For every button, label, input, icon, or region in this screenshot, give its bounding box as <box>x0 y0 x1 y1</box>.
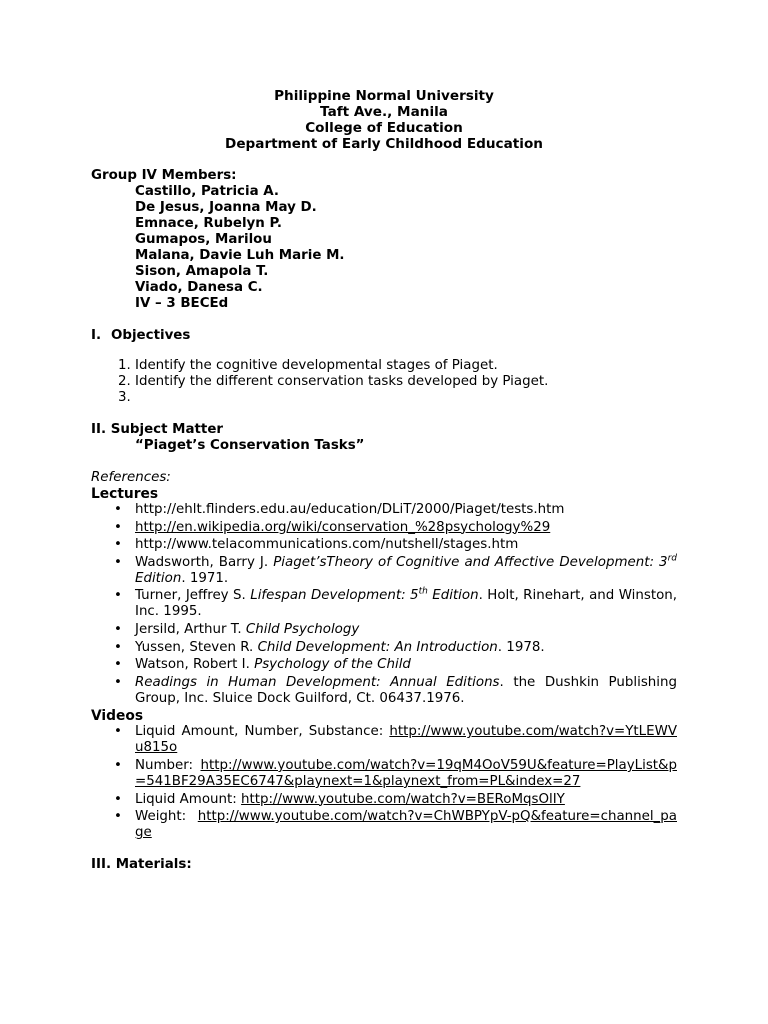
list-item <box>135 675 677 707</box>
university-name: Philippine Normal University <box>274 88 494 104</box>
reference-link[interactable]: http://www.telacommunications.com/nutshell/stages.htm <box>135 537 519 553</box>
objective-item <box>135 390 677 406</box>
list-item <box>135 537 677 553</box>
university-address: Taft Ave., Manila <box>320 104 448 120</box>
class-section: IV – 3 BECEd <box>135 296 229 311</box>
reference-title-end: Edition <box>135 570 182 586</box>
lectures-heading: Lectures <box>91 486 159 502</box>
materials-heading: III. Materials: <box>91 857 192 873</box>
member-name: Castillo, Patricia A. <box>135 184 279 199</box>
list-item <box>135 657 677 673</box>
video-link[interactable]: http://www.youtube.com/watch?v=BERoMqsOlIY <box>241 791 565 807</box>
reference-author: Jersild, Arthur T. <box>135 621 246 637</box>
objective-item: 2. Identify the different conservation tasks developed by Piaget. <box>135 374 677 390</box>
video-label: Liquid Amount, Number, Substance: <box>135 724 390 740</box>
subject-number: II. <box>91 422 107 437</box>
list-item <box>135 588 677 620</box>
reference-title: Child Psychology <box>245 621 360 637</box>
video-label: Number: <box>135 757 201 773</box>
list-item <box>135 520 677 536</box>
list-item <box>135 502 677 518</box>
objectives-heading <box>91 328 677 344</box>
lectures-list <box>91 502 677 707</box>
reference-superscript: th <box>418 586 428 597</box>
video-link[interactable]: http://www.youtube.com/watch?v=ChWBPYpV-pQ&feature=channel_page <box>135 809 677 841</box>
reference-link[interactable]: http://ehlt.flinders.edu.au/education/DLiT/2000/Piaget/tests.htm <box>135 502 565 517</box>
objectives-list <box>91 358 677 406</box>
reference-author: Turner, Jeffrey S. <box>135 588 251 604</box>
member-name: Malana, Davie Luh Marie M. <box>135 248 345 263</box>
subject-topic: “Piaget’s Conservation Tasks” <box>135 438 365 453</box>
subject-heading <box>91 422 677 438</box>
video-label: Weight: <box>135 809 198 825</box>
objectives-number: I. <box>91 328 102 343</box>
members-list <box>135 184 677 312</box>
video-link[interactable]: http://www.youtube.com/watch?v=YtLEWVu815o <box>135 724 677 756</box>
reference-title: Readings in Human Development: Annual Editions <box>135 674 500 690</box>
reference-year: . 1978. <box>497 639 545 655</box>
reference-year: . 1971. <box>181 570 229 586</box>
reference-title: Lifespan Development: 5 <box>250 588 419 604</box>
references-label: References: <box>91 470 171 485</box>
member-name: De Jesus, Joanna May D. <box>135 200 317 215</box>
videos-list <box>91 724 677 841</box>
subject-title: Subject Matter <box>110 422 224 437</box>
reference-publisher: . Holt, Rinehart, and Winston, Inc. 1995. <box>135 588 678 620</box>
list-item <box>135 640 677 656</box>
list-item <box>135 555 677 587</box>
reference-title-end: Edition <box>427 588 479 604</box>
reference-author: Yussen, Steven R. <box>135 639 258 655</box>
video-link[interactable]: http://www.youtube.com/watch?v=19qM4OoV59U&feature=PlayList&p=541BF29A35EC6747&playnext=1&playnext_from=PL&index=27 <box>135 757 677 789</box>
department-name: Department of Early Childhood Education <box>225 136 543 152</box>
objectives-title: Objectives <box>111 328 191 343</box>
list-item <box>135 622 677 638</box>
reference-publisher: . the Dushkin Publishing Group, Inc. Sluice Dock Guilford, Ct. 06437.1976. <box>135 674 677 706</box>
reference-title: Psychology of the Child <box>254 657 411 673</box>
reference-title: Piaget’sTheory of Cognitive and Affective Development: 3 <box>273 554 668 570</box>
list-item <box>135 809 677 841</box>
members-label: Group IV Members: <box>91 168 237 183</box>
videos-heading: Videos <box>91 708 144 725</box>
list-item <box>135 724 677 756</box>
reference-author: Watson, Robert I. <box>135 657 255 673</box>
member-name: Sison, Amapola T. <box>135 264 269 279</box>
reference-link[interactable]: http://en.wikipedia.org/wiki/conservation_%28psychology%29 <box>135 519 551 535</box>
list-item <box>135 758 677 790</box>
document-header <box>91 88 677 152</box>
member-name: Viado, Danesa C. <box>135 280 263 295</box>
college-name: College of Education <box>305 120 463 136</box>
member-name: Emnace, Rubelyn P. <box>135 216 282 231</box>
list-item <box>135 792 677 808</box>
reference-author: Wadsworth, Barry J. <box>135 554 274 570</box>
reference-superscript: rd <box>667 553 677 564</box>
video-label: Liquid Amount: <box>135 791 242 807</box>
reference-title: Child Development: An Introduction <box>257 639 498 655</box>
objective-item: 1. Identify the cognitive developmental stages of Piaget. <box>135 358 677 374</box>
member-name: Gumapos, Marilou <box>135 232 272 247</box>
